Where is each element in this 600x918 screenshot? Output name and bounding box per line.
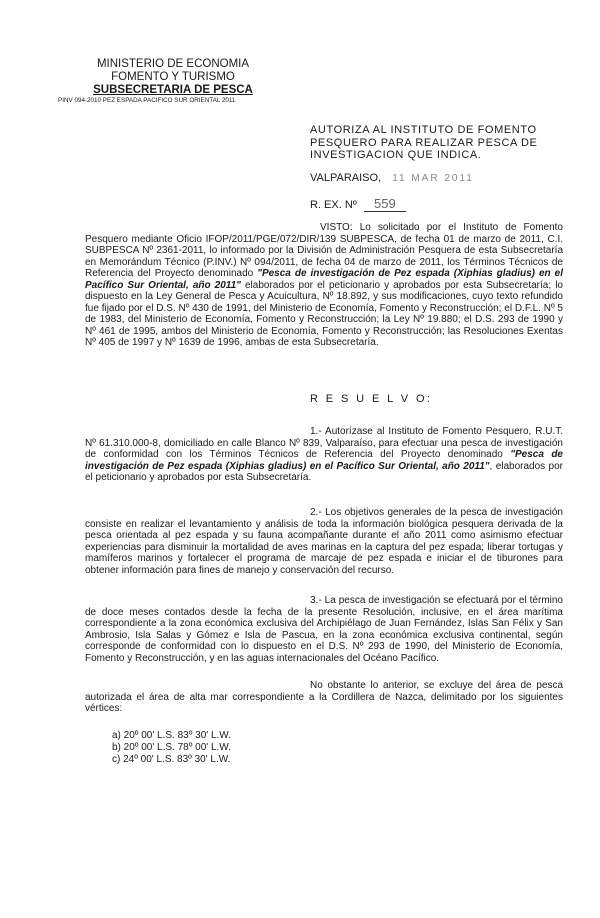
vertex-item: a) 20º 00' L.S. 83º 30' L.W. (112, 730, 231, 741)
ministry-subname: FOMENTO Y TURISMO (111, 71, 235, 83)
article-1-text: 1.- Autorízase al Instituto de Fomento Pesquero, R.U.T. Nº 61.310.000-8, domiciliado en calle Blanco Nº 839, Valparaíso, para efectuar una pesca de investigación de conformidad con los Términos Técnicos de Referencia del Proyecto denominado (85, 426, 563, 460)
ministry-name: MINISTERIO DE ECONOMIA (96, 58, 250, 70)
project-title: "Pesca de investigación de Pez espada (Xiphias gladius) en el Pacífico Sur Oriental, año 2011" (85, 449, 563, 472)
visto-text: VISTO: Lo solicitado por el Instituto de Fomento Pesquero mediante Oficio IFOP/2011/PGE/072/DIR/139 SUBPESCA, de fecha 01 de marzo de 2011, C.I. SUBPESCA Nº 2361-2011, lo informado por la División de Administración Pesquera de esta Subsecretaría en Memorándum Técnico (P.INV.) Nº 094/2011, de fecha 04 de marzo de 2011, los Términos Técnicos de Referencia del Proyecto denominado (85, 222, 563, 279)
resuelvo-heading: R E S U E L V O: (310, 393, 433, 405)
exclusion-paragraph (85, 680, 563, 715)
vertices-list (112, 730, 231, 766)
exclusion-text: No obstante lo anterior, se excluye del área de pesca autorizada el área de alta mar correspondiente a la Cordillera de Nazca, delimitado por los siguientes vértices: (85, 680, 563, 714)
article-3 (85, 595, 563, 664)
article-3-text: 3.- La pesca de investigación se efectuará por el término de doce meses contados desde la fecha de la presente Resolución, inclusive, en el área marítima correspondiente a la zona económica exclusiva del Archipiélago de Juan Fernández, Islas San Félix y San Ambrosio, Isla Salas y Gómez e Isla de Pascua, en la zona económica exclusiva continental, según corresponde de conformidad con lo dispuesto en el D.S. Nº 293 de 1990, del Ministerio de Economía, Fomento y Reconstrucción, y en las aguas internacionales del Océano Pacífico. (85, 595, 563, 664)
subsecretary-name: SUBSECRETARIA DE PESCA (93, 84, 253, 96)
article-1 (85, 426, 563, 484)
vertex-item: c) 24º 00' L.S. 83º 30' L.W. (112, 754, 231, 765)
reference-code: PINV 094-2010 PEZ ESPADA PACIFICO SUR ORIENTAL 2011 (58, 97, 236, 104)
resolution-subject (310, 124, 562, 162)
date-stamp: 11 MAR 2011 (392, 173, 474, 184)
visto-text-end: elaborados por el peticionario y aprobados por esta Subsecretaría; lo dispuesto en la Ley General de Pesca y Acuicultura, Nº 18.892, y sus modificaciones, cuyo texto refundido fue fijado por el D.S. Nº 430 de 1991, del Ministerio de Economía, Fomento y Reconstrucción; el D.F.L. Nº 5 de 1983, del Ministerio de Economía, Fomento y Reconstrucción; la Ley Nº 19.880; el D.S. 293 de 1990 y Nº 461 de 1995, ambos del Ministerio de Economía, Fomento y Reconstrucción; las Resoluciones Exentas Nº 405 de 1997 y Nº 1639 de 1996, ambas de esta Subsecretaría. (85, 279, 563, 348)
visto-paragraph (85, 222, 563, 349)
article-1-text-end: , elaborados por el peticionario y aprobados por esta Subsecretaría. (85, 460, 563, 483)
subject-line: PESQUERO PARA REALIZAR PESCA DE (310, 136, 538, 149)
place-date (310, 172, 474, 184)
resolution-number (310, 196, 406, 212)
subject-line: AUTORIZA AL INSTITUTO DE FOMENTO (310, 124, 537, 136)
subject-line: INVESTIGACION QUE INDICA. (310, 149, 482, 161)
article-2 (85, 507, 563, 576)
project-title: "Pesca de investigación de Pez espada (Xiphias gladius) en el Pacífico Sur Oriental, año 2011" (85, 268, 564, 291)
article-2-text: 2.- Los objetivos generales de la pesca de investigación consiste en realizar el levantamiento y análisis de toda la información biológica pesquera derivada de la pesca orientada al pez espada y su fauna acompañante durante el año 2011 como asimismo efectuar experiencias para disminuir la mortalidad de aves marinas en la captura del pez espada; liberar tortugas y mamíferos marinos y fortalecer el programa de marcaje de pez espada e iniciar el de tiburones para obtener información para fines de manejo y conservación del recurso. (85, 507, 563, 576)
place: VALPARAISO, (310, 172, 382, 184)
resolution-number-value: 559 (364, 196, 406, 212)
vertex-item: b) 20º 00' L.S. 78º 00' L.W. (112, 742, 231, 753)
resolution-label: R. EX. Nº (310, 199, 357, 211)
letterhead (58, 58, 288, 105)
